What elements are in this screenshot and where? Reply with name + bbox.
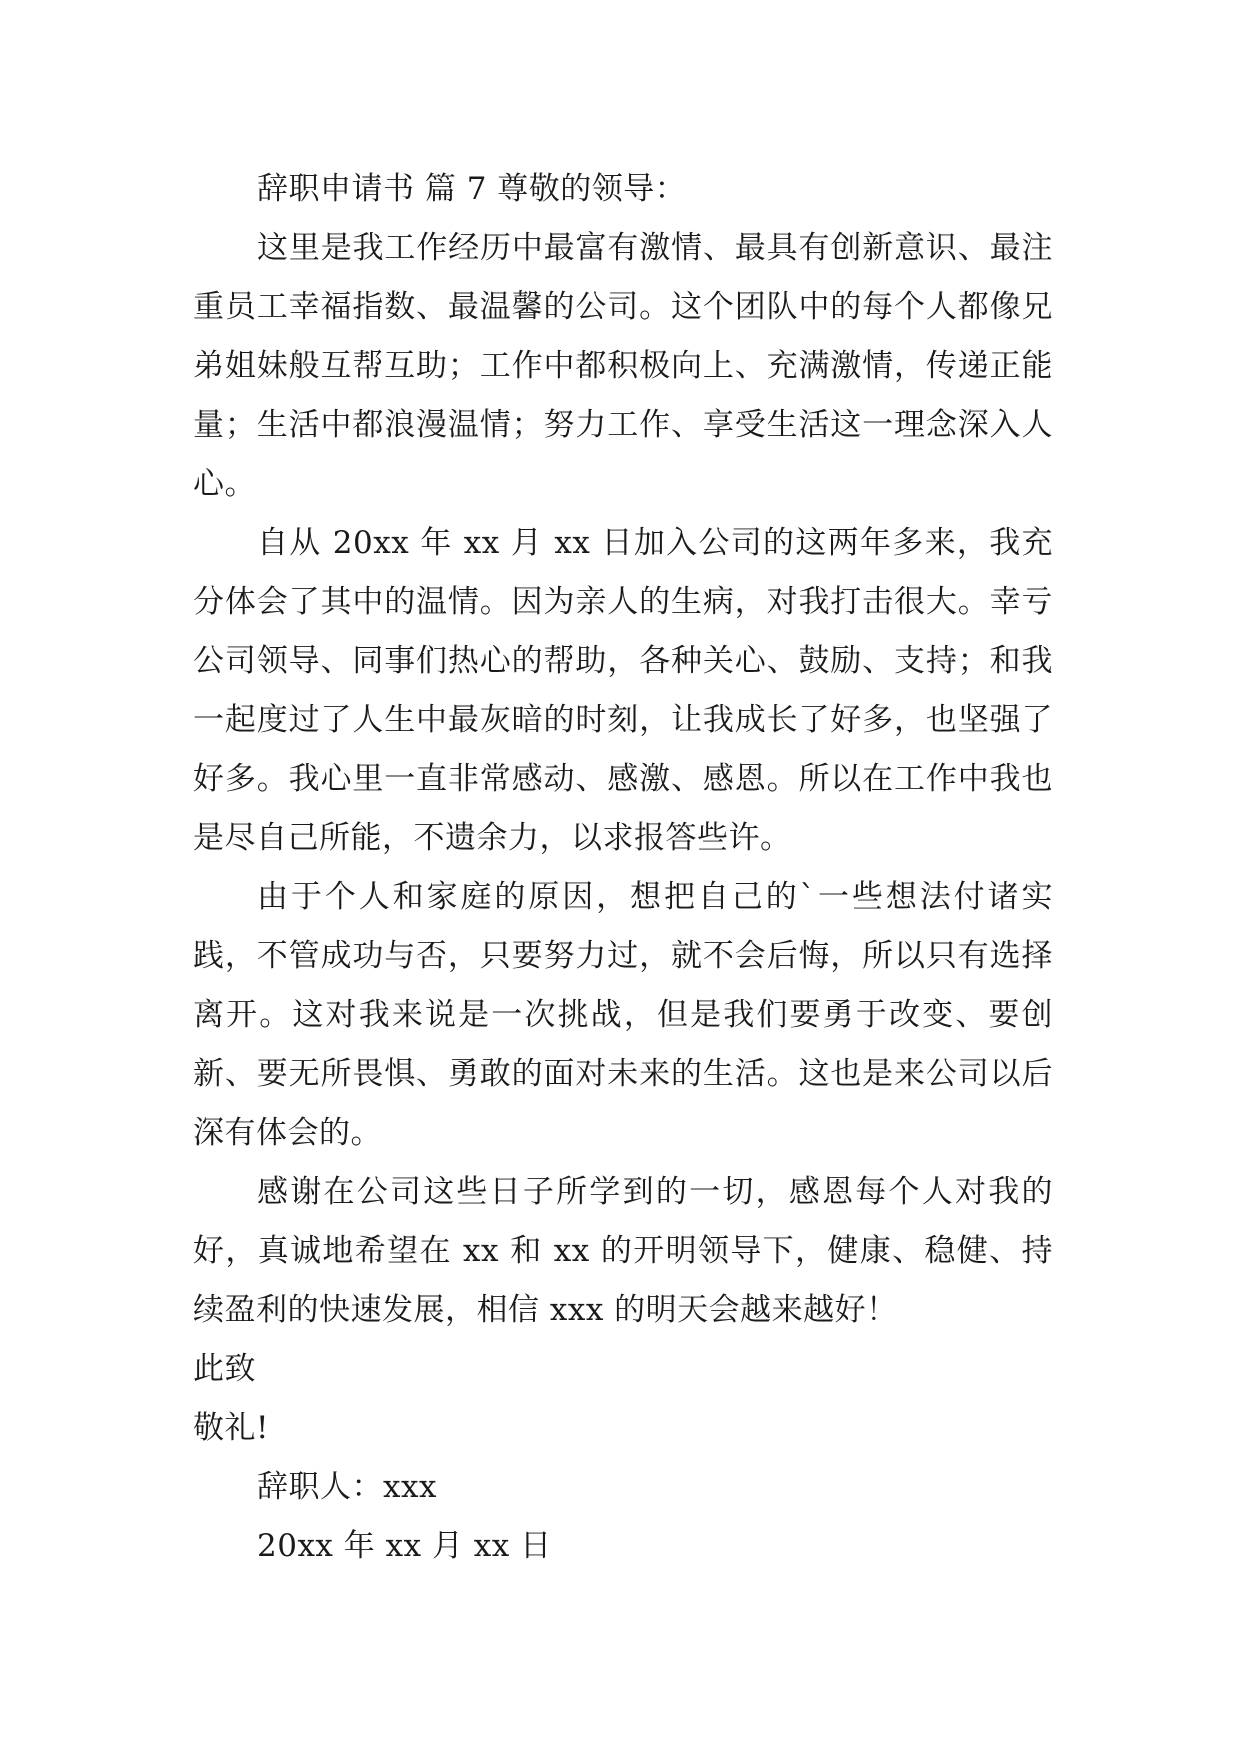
- paragraph-3: 由于个人和家庭的原因，想把自己的`一些想法付诸实践，不管成功与否，只要努力过，就不会后悔，所以只有选择离开。这对我来说是一次挑战，但是我们要勇于改变、要创新、要无所畏惧、勇敢的面对未来的生活。这也是来公司以后深有体会的。: [193, 879, 1053, 1151]
- closing-regards: 敬礼!: [193, 1410, 269, 1446]
- signature-line: 辞职人：xxx: [257, 1469, 437, 1505]
- paragraph-2: 自从 20xx 年 xx 月 xx 日加入公司的这两年多来，我充分体会了其中的温情。因为亲人的生病，对我打击很大。幸亏公司领导、同事们热心的帮助，各种关心、鼓励、支持；和我一起度过了人生中最灰暗的时刻，让我成长了好多，也坚强了好多。我心里一直非常感动、感激、感恩。所以在工作中我也是尽自己所能，不遗余力，以求报答些许。: [193, 525, 1053, 856]
- paragraph-4: 感谢在公司这些日子所学到的一切，感恩每个人对我的好，真诚地希望在 xx 和 xx 的开明领导下，健康、稳健、持续盈利的快速发展，相信 xxx 的明天会越来越好！: [193, 1174, 1053, 1328]
- date-line: 20xx 年 xx 月 xx 日: [257, 1528, 552, 1564]
- closing-salutation: 此致: [193, 1351, 256, 1387]
- paragraph-1: 这里是我工作经历中最富有激情、最具有创新意识、最注重员工幸福指数、最温馨的公司。这个团队中的每个人都像兄弟姐妹般互帮互助；工作中都积极向上、充满激情，传递正能量；生活中都浪漫温情；努力工作、享受生活这一理念深入人心。: [193, 230, 1053, 502]
- letter-title: 辞职申请书 篇 7 尊敬的领导：: [257, 171, 687, 207]
- letter-body: [193, 160, 1053, 1576]
